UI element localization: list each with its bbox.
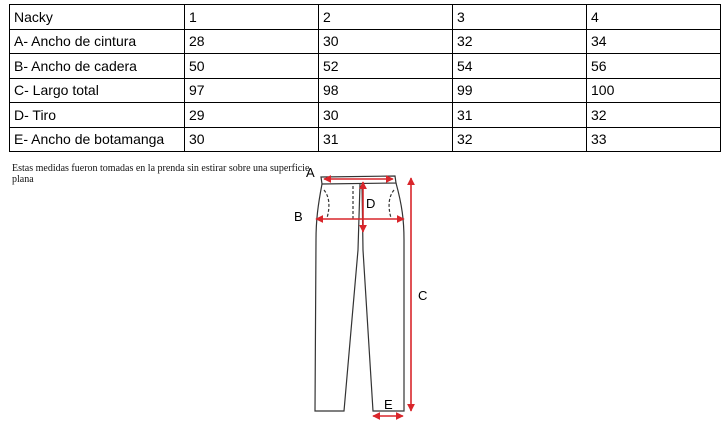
size-header-cell: 4 <box>587 5 721 30</box>
measure-value-cell: 33 <box>587 127 721 152</box>
measure-value-cell: 30 <box>319 103 453 128</box>
waistband <box>321 176 396 184</box>
measure-value-cell: 99 <box>453 78 587 103</box>
brand-cell: Nacky <box>10 5 185 30</box>
label-c: C <box>418 288 428 303</box>
label-e: E <box>384 397 393 412</box>
measure-value-cell: 52 <box>319 54 453 79</box>
measure-value-cell: 100 <box>587 78 721 103</box>
measure-value-cell: 30 <box>319 29 453 54</box>
measure-lines <box>316 178 411 416</box>
left-pocket <box>324 190 329 218</box>
measure-label-cell: A- Ancho de cintura <box>10 29 185 54</box>
size-header-cell: 2 <box>319 5 453 30</box>
measurement-note: Estas medidas fueron tomadas en la prenda sin estirar sobre una superficie plana <box>12 163 310 185</box>
measure-value-cell: 54 <box>453 54 587 79</box>
pants-outline <box>315 176 404 411</box>
measure-value-cell: 34 <box>587 29 721 54</box>
label-b: B <box>294 209 303 224</box>
measure-value-cell: 29 <box>185 103 319 128</box>
size-header-cell: 3 <box>453 5 587 30</box>
label-d: D <box>366 196 376 211</box>
measure-value-cell: 32 <box>453 127 587 152</box>
size-header-cell: 1 <box>185 5 319 30</box>
measure-label-cell: C- Largo total <box>10 78 185 103</box>
measure-value-cell: 98 <box>319 78 453 103</box>
measure-value-cell: 32 <box>587 103 721 128</box>
measure-value-cell: 31 <box>453 103 587 128</box>
measure-value-cell: 30 <box>185 127 319 152</box>
label-a: A <box>306 165 315 180</box>
measure-value-cell: 32 <box>453 29 587 54</box>
right-pocket <box>389 190 394 218</box>
right-leg-outline <box>362 183 404 411</box>
measure-value-cell: 50 <box>185 54 319 79</box>
measure-value-cell: 31 <box>319 127 453 152</box>
measure-value-cell: 28 <box>185 29 319 54</box>
measure-label-cell: B- Ancho de cadera <box>10 54 185 79</box>
measure-label-cell: D- Tiro <box>10 103 185 128</box>
measure-value-cell: 56 <box>587 54 721 79</box>
measure-value-cell: 97 <box>185 78 319 103</box>
measure-label-cell: E- Ancho de botamanga <box>10 127 185 152</box>
